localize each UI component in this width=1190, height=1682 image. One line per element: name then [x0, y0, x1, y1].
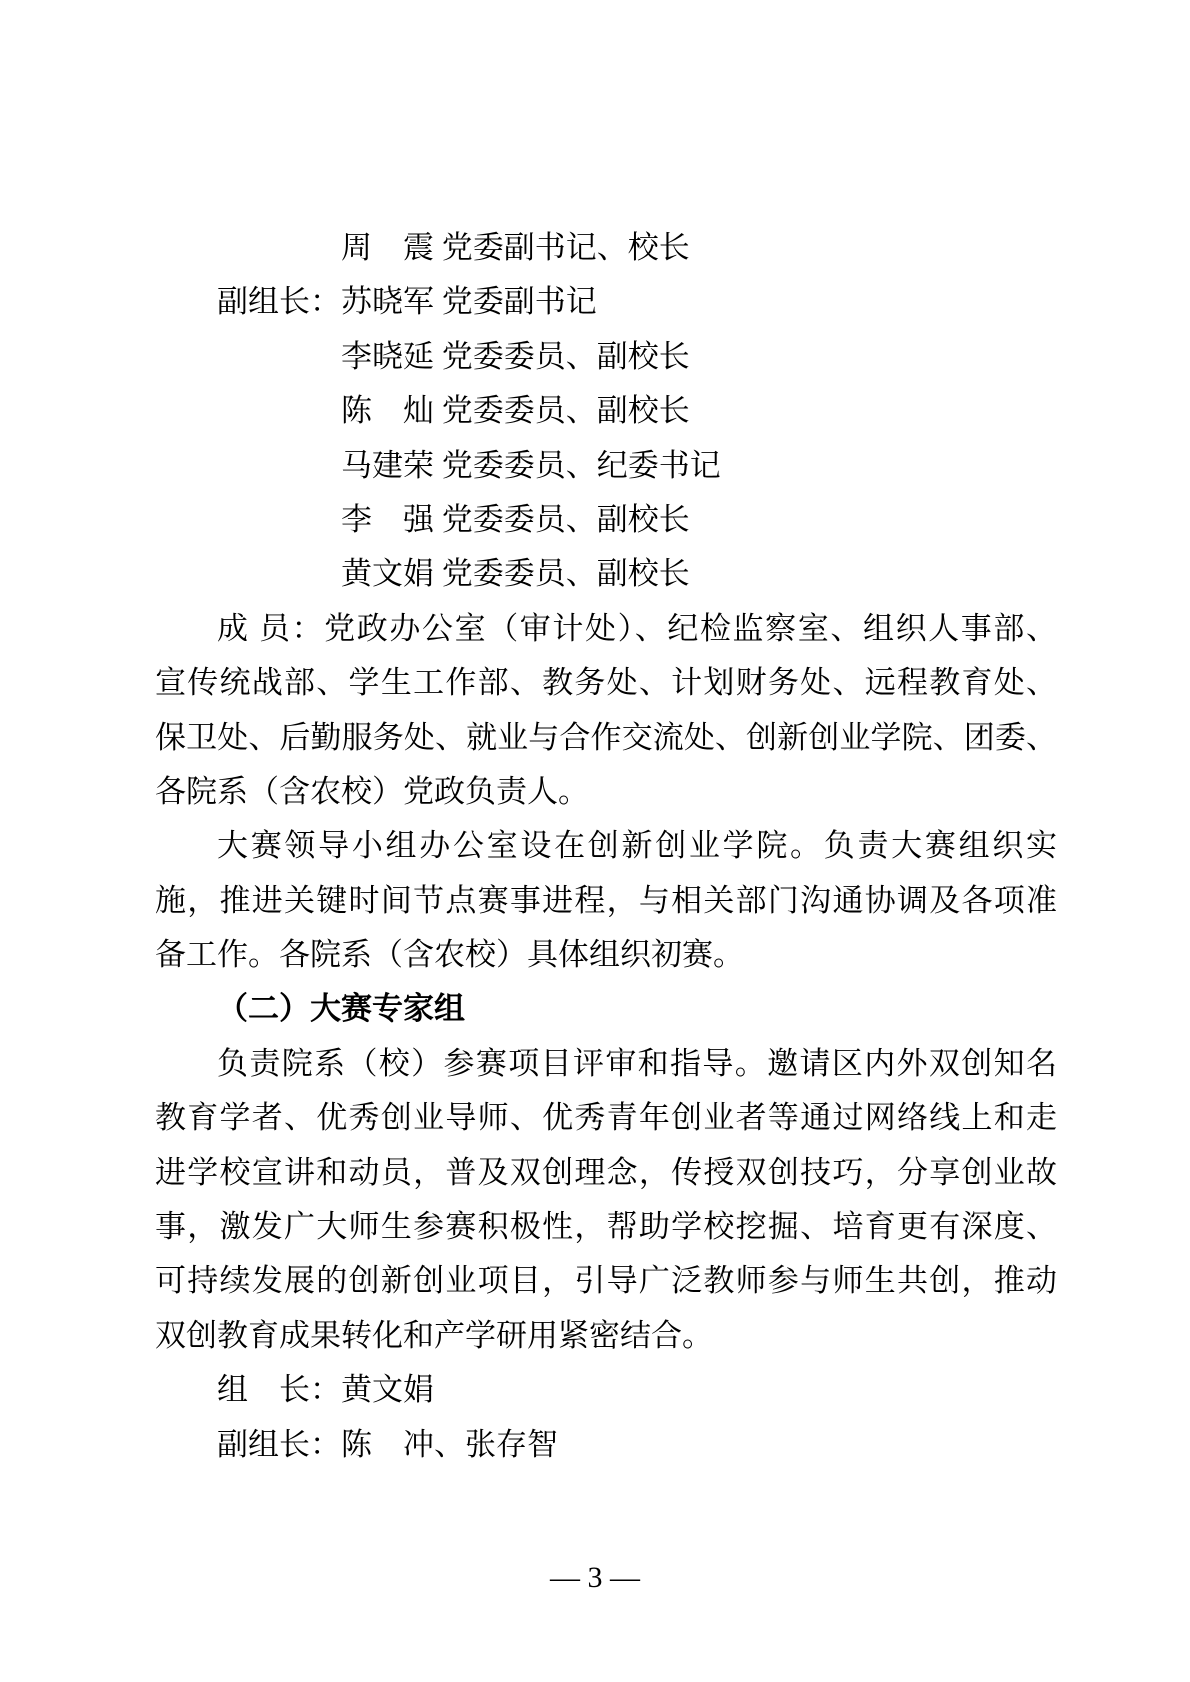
section-heading-expert-group: （二）大赛专家组	[217, 991, 465, 1027]
document-body	[155, 221, 1057, 1472]
deputy-leader-line: 马建荣 党委委员、纪委书记	[341, 447, 721, 483]
members-line: 保卫处、后勤服务处、就业与合作交流处、创新创业学院、团委、	[155, 719, 1057, 755]
deputy-leader-line: 黄文娟 党委委员、副校长	[341, 556, 690, 592]
deputy-leader-line: 陈 灿 党委委员、副校长	[341, 393, 690, 429]
deputy-leader-line: 李晓延 党委委员、副校长	[341, 338, 690, 374]
members-line: 宣传统战部、学生工作部、教务处、计划财务处、远程教育处、	[155, 665, 1057, 701]
expert-group-body-line: 进学校宣讲和动员，普及双创理念，传授双创技巧，分享创业故	[155, 1154, 1057, 1190]
deputy-leaders-label-line: 副组长：苏晓军 党委副书记	[217, 284, 597, 320]
expert-group-body-line: 双创教育成果转化和产学研用紧密结合。	[155, 1317, 713, 1353]
expert-leader-line: 组 长：黄文娟	[217, 1372, 434, 1408]
leader-title-line: 周 震 党委副书记、校长	[341, 230, 690, 265]
expert-group-body-line: 负责院系（校）参赛项目评审和指导。邀请区内外双创知名	[217, 1045, 1057, 1081]
office-note-line: 施，推进关键时间节点赛事进程，与相关部门沟通协调及各项准	[155, 882, 1057, 918]
members-label-line: 成 员：党政办公室（审计处）、纪检监察室、组织人事部、	[217, 610, 1057, 646]
office-note-line: 备工作。各院系（含农校）具体组织初赛。	[155, 937, 744, 973]
expert-deputy-line: 副组长：陈 冲、张存智	[217, 1426, 558, 1462]
expert-group-body-line: 可持续发展的创新创业项目，引导广泛教师参与师生共创，推动	[155, 1263, 1057, 1299]
expert-group-body-line: 教育学者、优秀创业导师、优秀青年创业者等通过网络线上和走	[155, 1100, 1057, 1136]
page-number: — 3 —	[550, 1561, 640, 1594]
deputy-leader-line: 李 强 党委委员、副校长	[341, 501, 690, 537]
office-note-line: 大赛领导小组办公室设在创新创业学院。负责大赛组织实	[217, 828, 1057, 864]
members-line: 各院系（含农校）党政负责人。	[155, 773, 589, 809]
expert-group-body-line: 事，激发广大师生参赛积极性，帮助学校挖掘、培育更有深度、	[155, 1209, 1057, 1245]
